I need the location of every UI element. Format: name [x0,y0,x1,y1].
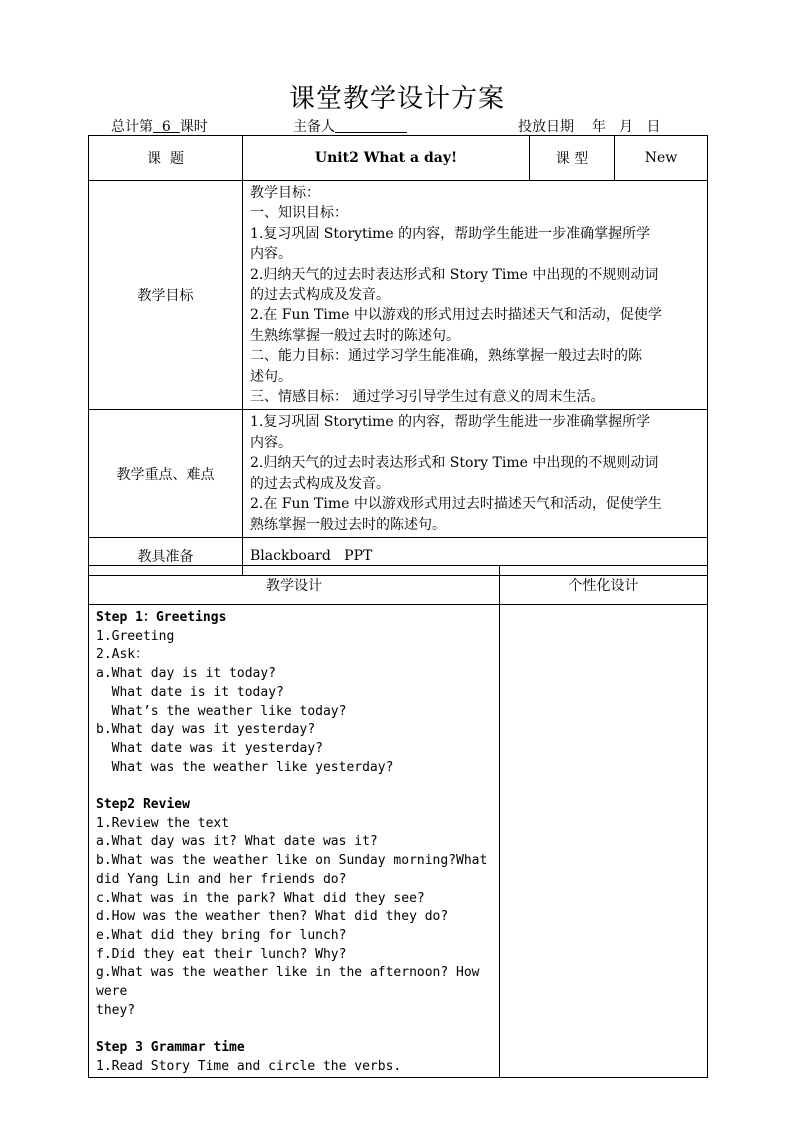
text-line: 2.在 Fun Time 中以游戏的形式用过去时描述天气和活动，促使学 [250,307,662,324]
text-line: 三、情感目标： 通过学习引导学生过有意义的周末生活。 [250,389,605,406]
text-line: 述句。 [250,368,292,385]
text-line: 2.在 Fun Time 中以游戏形式用过去时描述天气和活动，促使学生 [250,496,662,513]
total-suffix: 课时 [179,119,208,135]
design-header: 教学设计 [89,566,500,605]
text-line: e.What did they bring for lunch? [96,927,347,943]
preparer-label: 主备人 [293,119,335,135]
text-line: 生熟练掌握一般过去时的陈述句。 [250,327,460,344]
text-line: What date was it yesterday? [96,740,323,756]
text-line: g.What was the weather like in the afternoon? How were [96,965,488,1000]
text-line: Step2 Review [96,797,190,813]
type-label: 课 型 [530,136,615,181]
date-label: 投放日期 [518,119,574,135]
text-line: did Yang Lin and her friends do? [96,871,347,887]
design-header-row [89,566,708,605]
text-line: What was the weather like yesterday? [96,759,394,775]
text-line: 的过去式构成及发音。 [250,287,390,304]
text-line: they? [96,1002,136,1018]
day-label: 日 [646,119,661,135]
text-line [96,777,493,796]
total-number: 6 [161,119,171,135]
text-line: 内容。 [250,246,292,263]
key-lines [243,410,707,536]
text-line: b.What was the weather like on Sunday morning?What [96,853,488,869]
text-line: 1.Read Story Time and circle the verbs. [96,1058,402,1074]
text-line: c.What was in the park? What did they see? [96,890,425,906]
personal-header: 个性化设计 [500,566,708,605]
text-line: Step 3 Grammar time [96,1040,245,1056]
text-line: 2.Ask： [96,647,149,663]
text-line: a.What day is it today? [96,666,277,682]
text-line: Step 1：Greetings [96,610,227,625]
text-line: f.Did they eat their lunch? Why? [96,946,347,962]
text-line: 1.Greeting [96,628,175,644]
goals-lines [243,181,707,409]
topic-row [89,136,708,181]
month-label: 月 [619,119,634,135]
page-title: 课堂教学设计方案 [288,84,505,114]
design-table [88,565,708,1078]
text-line: 一、知识目标： [250,205,348,222]
topic-label: 课 题 [89,136,243,181]
tools-value: Blackboard PPT [243,537,708,575]
goals-row [89,181,708,410]
preparer-blank [335,118,407,133]
release-date [518,116,661,136]
type-value: New [615,136,708,181]
text-line: 2.归纳天气的过去时表达形式和 Story Time 中出现的不规则动词 [250,266,659,283]
total-value [153,119,180,135]
personal-content [500,605,708,1078]
preparer [293,116,407,136]
text-line: 熟练掌握一般过去时的陈述句。 [250,516,446,533]
design-lines [96,609,493,1077]
total-lessons [111,116,208,136]
year-label: 年 [591,119,606,135]
design-body-row [89,605,708,1078]
total-prefix: 总计第 [111,119,153,135]
goals-content [243,181,708,410]
key-label: 教学重点、难点 [89,410,243,537]
text-line: 1.复习巩固 Storytime 的内容，帮助学生能进一步准确掌握所学 [250,225,651,242]
tools-label: 教具准备 [89,537,243,575]
design-content [89,605,500,1078]
text-line [96,1020,493,1039]
info-table [88,135,708,576]
key-content [243,410,708,537]
text-line: What’s the weather like today? [96,703,347,719]
text-line: What date is it today? [96,684,284,700]
text-line: 内容。 [250,434,292,451]
text-line: 二、能力目标：通过学习学生能准确，熟练掌握一般过去时的陈 [250,348,642,365]
text-line: d.How was the weather then? What did they do? [96,909,449,925]
text-line: 2.归纳天气的过去时表达形式和 Story Time 中出现的不规则动词 [250,455,659,472]
text-line: 1.Review the text [96,815,230,831]
goals-label: 教学目标 [89,181,243,410]
key-row [89,410,708,537]
text-line: 教学目标： [250,185,320,201]
text-line: a.What day was it? What date was it? [96,834,378,850]
topic-value: Unit2 What a day! [243,136,530,181]
text-line: 的过去式构成及发音。 [250,475,390,492]
text-line: b.What day was it yesterday? [96,722,316,738]
text-line: 1.复习巩固 Storytime 的内容，帮助学生能进一步准确掌握所学 [250,414,651,431]
